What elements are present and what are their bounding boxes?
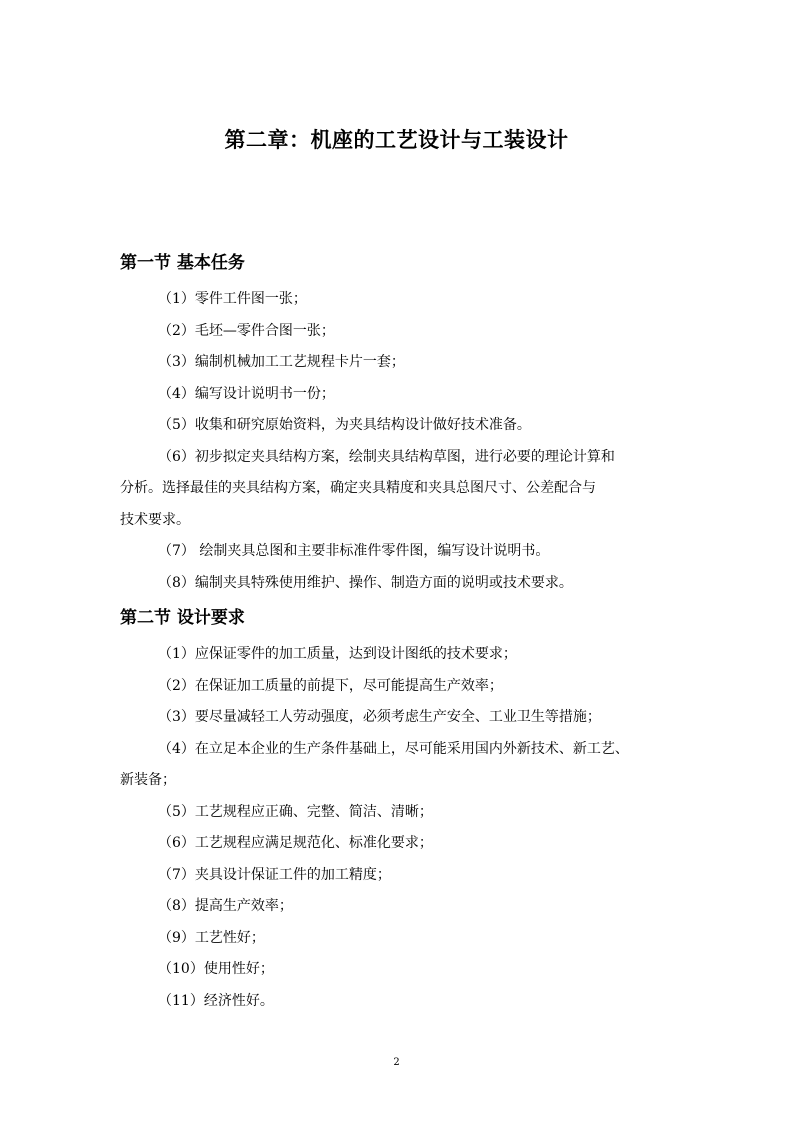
list-item-text: （1）应保证零件的加工质量，达到设计图纸的技术要求； [158, 646, 517, 662]
list-item-text: （10）使用性好； [158, 961, 274, 977]
list-item [120, 568, 680, 600]
list-item-text: （7）夹具设计保证工件的加工精度； [158, 866, 391, 883]
list-item-text: （2）毛坯—零件合图一张； [158, 322, 335, 339]
chapter-title: 第二章：机座的工艺设计与工装设计 [224, 128, 569, 152]
list-item [120, 828, 680, 860]
list-item [120, 347, 680, 379]
list-item-text: （4）编写设计说明书一份； [158, 385, 335, 402]
design-requirements-list [120, 639, 680, 1017]
list-item-text: （5）收集和研究原始资料，为夹具结构设计做好技术准备。 [158, 417, 531, 433]
list-item-text: （7） 绘制夹具总图和主要非标准件零件图，编写设计说明书。 [158, 543, 550, 559]
list-item [120, 639, 680, 671]
list-item-text: （6）初步拟定夹具结构方案，绘制夹具结构草图，进行必要的理论计算和 [158, 448, 615, 465]
list-item [120, 702, 680, 734]
list-item [120, 410, 680, 442]
list-item-text: （1）零件工件图一张； [158, 291, 307, 307]
list-item-text: （6）工艺规程应满足规范化、标准化要求； [158, 835, 433, 851]
list-item [120, 442, 680, 537]
list-item [120, 923, 680, 955]
list-item-text: （11）经济性好。 [158, 992, 274, 1009]
list-item [120, 734, 680, 797]
list-item-continuation: 技术要求。 [120, 511, 190, 528]
list-item-text: （3）要尽量减轻工人劳动强度，必须考虑生产安全、工业卫生等措施； [158, 709, 601, 725]
list-item-text: （3）编制机械加工工艺规程卡片一套； [158, 354, 405, 370]
list-item-continuation: 新装备； [120, 772, 176, 788]
list-item [120, 954, 680, 986]
basic-tasks-list [120, 284, 680, 599]
list-item-text: （8）编制夹具特殊使用维护、操作、制造方面的说明或技术要求。 [158, 574, 573, 591]
section-design-requirements [120, 603, 680, 1017]
list-item [120, 797, 680, 829]
section-title-design-requirements: 第二节 设计要求 [120, 608, 245, 628]
list-item [120, 860, 680, 892]
list-item [120, 986, 680, 1018]
list-item [120, 379, 680, 411]
list-item [120, 891, 680, 923]
page-number: 2 [393, 1057, 400, 1068]
list-item-text: （9）工艺性好； [158, 929, 265, 946]
list-item-text: （4）在立足本企业的生产条件基础上，尽可能采用国内外新技术、新工艺、 [158, 740, 629, 757]
list-item-text: （5）工艺规程应正确、完整、简洁、清晰； [158, 803, 433, 820]
list-item [120, 316, 680, 348]
list-item [120, 671, 680, 703]
list-item-continuation: 分析。选择最佳的夹具结构方案，确定夹具精度和夹具总图尺寸、公差配合与 [120, 480, 596, 496]
section-title-basic-tasks: 第一节 基本任务 [120, 253, 245, 273]
list-item [120, 536, 680, 568]
section-basic-tasks [120, 248, 680, 599]
list-item-text: （2）在保证加工质量的前提下，尽可能提高生产效率； [158, 677, 503, 694]
list-item-text: （8）提高生产效率； [158, 898, 293, 914]
list-item [120, 284, 680, 316]
